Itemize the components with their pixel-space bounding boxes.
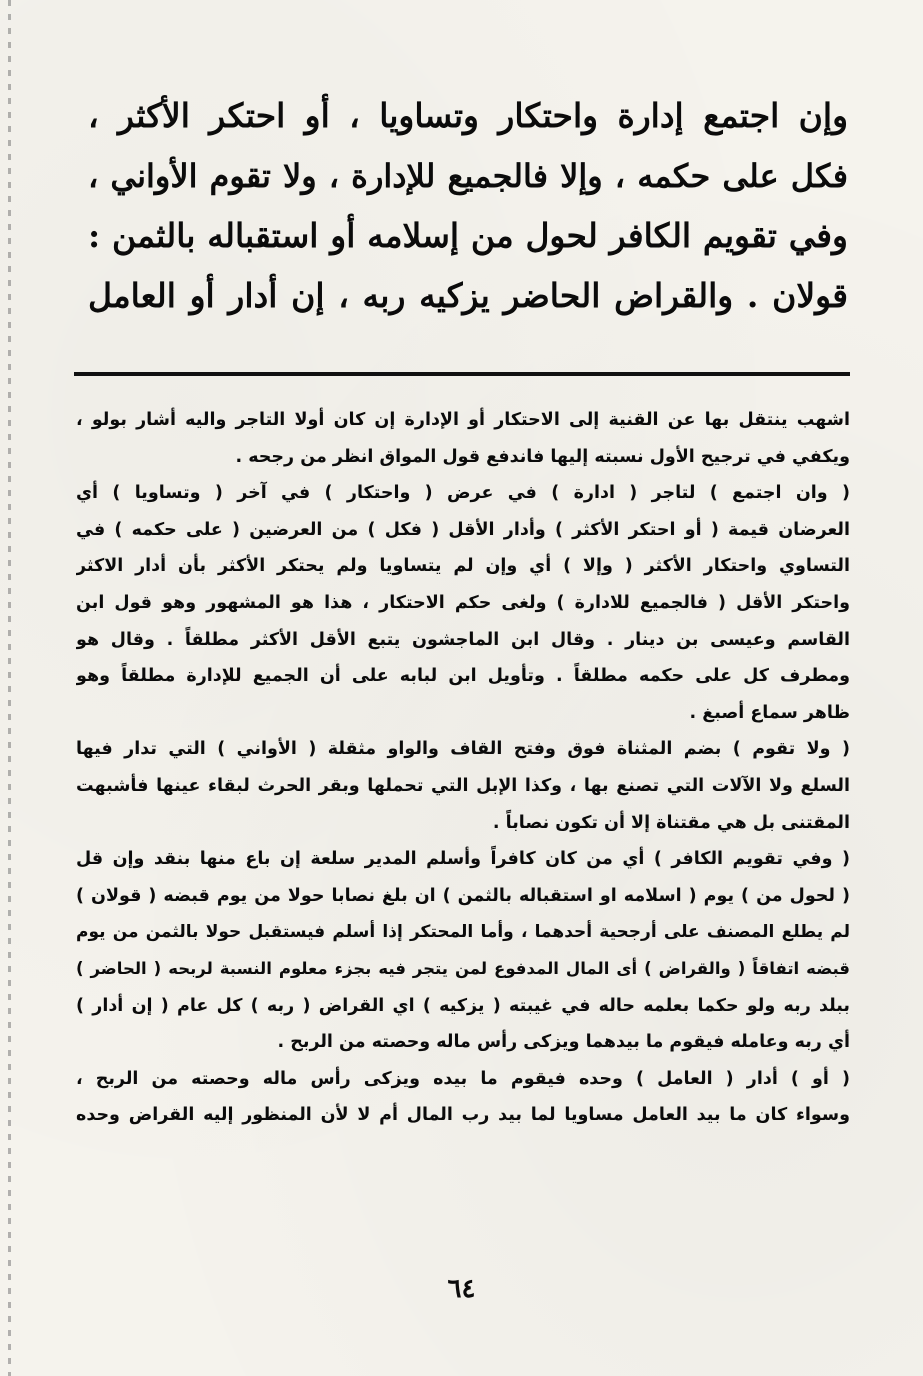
commentary-line: التساوي واحتكار الأكثر ( وإلا ) أي وإن لم يتساويا ولم يحتكر الأكثر بأن أدار الاكثر <box>76 556 850 577</box>
commentary-line: أي ربه وعامله فيقوم ما بيدهما ويزكى رأس ماله وحصته من الربح . <box>277 1032 850 1053</box>
commentary-line: واحتكر الأقل ( فالجميع للادارة ) ولغى حكم الاحتكار ، هذا هو المشهور وهو قول ابن <box>76 592 850 613</box>
commentary-line: ( وان اجتمع ) لتاجر ( ادارة ) في عرض ( واحتكار ) في آخر ( وتساويا ) أي <box>76 483 850 504</box>
commentary-line: ( ولا تقوم ) بضم المثناة فوق وفتح القاف والواو مثقلة ( الأواني ) التي تدار فيها <box>76 739 850 760</box>
commentary-line: اشهب ينتقل بها عن القنية إلى الاحتكار أو الإدارة إن كان أولا التاجر واليه أشار بولو ، <box>76 410 850 430</box>
commentary-line: القاسم وعيسى بن دينار . وقال ابن الماجشون يتبع الأقل الأكثر مطلقاً . وقال هو <box>76 629 850 650</box>
commentary-line: ظاهر سماع أصبغ . <box>689 702 850 723</box>
commentary-line: ويكفي في ترجيح الأول نسبته إليها فاندفع قول المواق انظر من رجحه . <box>235 446 850 467</box>
commentary-line: المقتنى بل هي مقتناة إلا أن تكون نصاباً . <box>492 812 850 833</box>
page-number: ٦٤ <box>447 1274 476 1304</box>
section-divider-line <box>74 372 850 376</box>
commentary-line: قبضه اتفاقاً ( والقراض ) أى المال المدفوع لمن يتجر فيه بجزء معلوم النسبة لربحه ( الحاضر ) <box>76 958 850 978</box>
commentary-text-block <box>76 402 850 1134</box>
commentary-line: ( لحول من ) يوم ( اسلامه او استقباله بالثمن ) ان بلغ نصابا حولا من يوم قبضه ( قولان ) <box>76 885 850 906</box>
commentary-line: العرضان قيمة ( أو احتكر الأكثر ) وأدار الأقل ( فكل ) من العرضين ( على حكمه ) في <box>76 519 850 540</box>
scan-edge-marks <box>8 0 11 1376</box>
commentary-line: لم يطلع المصنف على أرجحية أحدهما ، وأما المحتكر إذا أسلم فيستقبل حولا بالثمن من يوم <box>76 922 850 943</box>
verse-text-block <box>88 88 848 328</box>
verse-line: قولان . والقراض الحاضر يزكيه ربه ، إن أدار أو العامل <box>88 276 848 315</box>
commentary-line: ( أو ) أدار ( العامل ) وحده فيقوم ما بيده ويزكى رأس ماله وحصته من الربح ، <box>76 1068 850 1089</box>
commentary-line: وسواء كان ما بيد العامل مساويا لما بيد رب المال أم لا لأن المنظور إليه القراض وحده <box>76 1105 850 1126</box>
commentary-line: ( وفي تقويم الكافر ) أي من كان كافراً وأسلم المدير سلعة إن باع منها بنقد وإن قل <box>76 849 850 870</box>
verse-line: وفي تقويم الكافر لحول من إسلامه أو استقباله بالثمن : <box>88 216 848 255</box>
commentary-line: السلع ولا الآلات التي تصنع بها ، وكذا الإبل التي تحملها وبقر الحرث لبقاء عينها فأشبهت <box>76 775 850 796</box>
verse-line: فكل على حكمه ، وإلا فالجميع للإدارة ، ولا تقوم الأواني ، <box>88 157 848 195</box>
verse-line: وإن اجتمع إدارة واحتكار وتساويا ، أو احتكر الأكثر ، <box>88 96 848 135</box>
commentary-line: ببلد ربه ولو حكما بعلمه حاله في غيبته ( يزكيه ) اي القراض ( ربه ) كل عام ( إن أدار ) <box>76 995 850 1016</box>
commentary-line: ومطرف كل على حكمه مطلقاً . وتأويل ابن لبابه على أن الجميع للإدارة مطلقاً وهو <box>76 666 850 687</box>
